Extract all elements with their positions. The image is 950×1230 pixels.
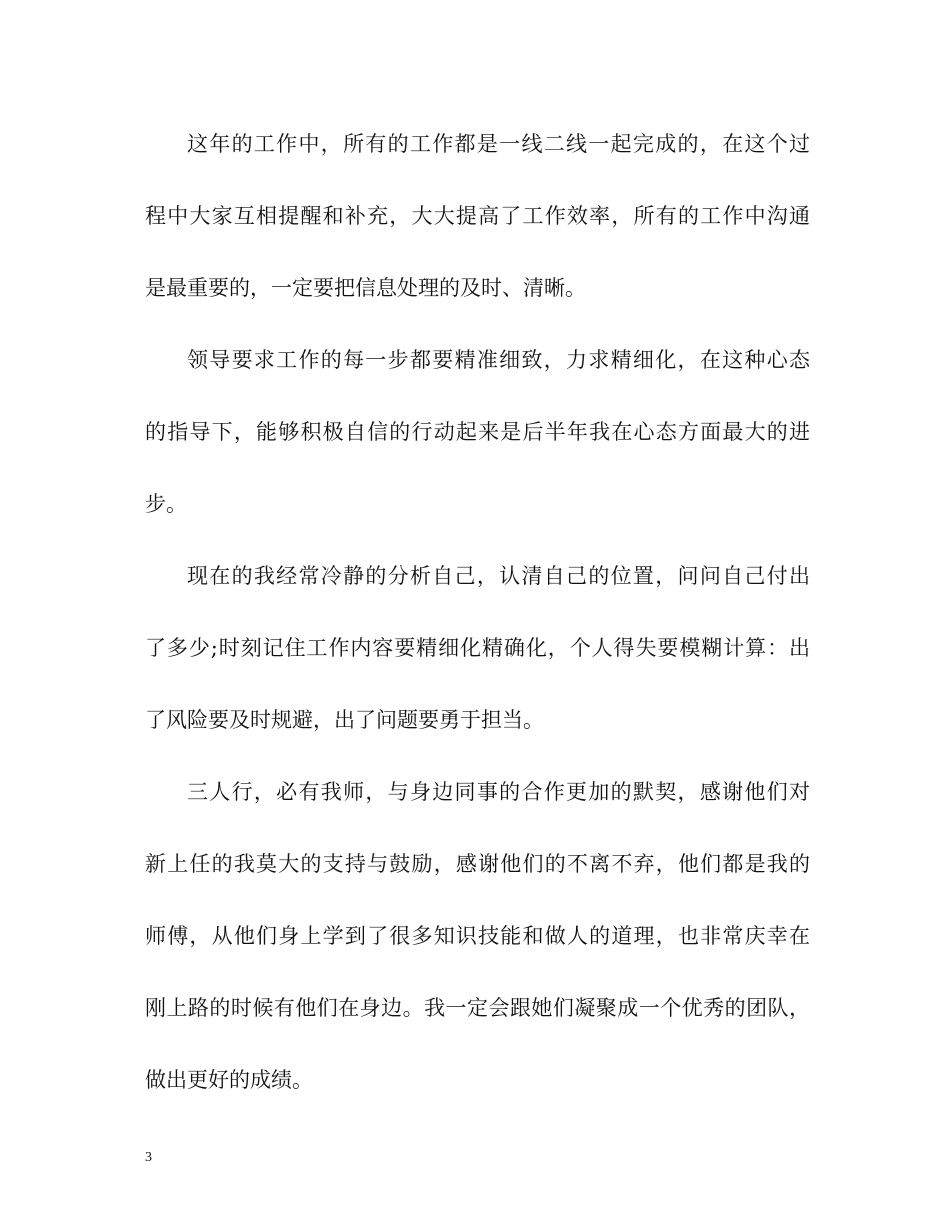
paragraph-1-line-3: 是最重要的，一定要把信息处理的及时、清晰。 [145, 276, 586, 300]
paragraph-2-line-2: 的指导下，能够积极自信的行动起来是后半年我在心态方面最大的进 [145, 420, 810, 444]
paragraph-4-line-2: 新上任的我莫大的支持与鼓励，感谢他们的不离不弃，他们都是我的 [145, 852, 810, 876]
paragraph-1-line-2: 程中大家互相提醒和补充，大大提高了工作效率，所有的工作中沟通 [145, 204, 810, 228]
body-text [145, 122, 810, 1130]
paragraph-2-line-3: 步。 [145, 492, 187, 516]
paragraph-2-line-1: 领导要求工作的每一步都要精准细致，力求精细化，在这种心态 [187, 348, 810, 372]
paragraph-3-line-1: 现在的我经常冷静的分析自己，认清自己的位置，问问自己付出 [187, 564, 810, 588]
paragraph-4-line-1: 三人行，必有我师，与身边同事的合作更加的默契，感谢他们对 [187, 780, 810, 804]
paragraph-4-line-5: 做出更好的成绩。 [145, 1068, 313, 1092]
paragraph-3-line-3: 了风险要及时规避，出了问题要勇于担当。 [145, 708, 544, 732]
paragraph-3-line-2: 了多少;时刻记住工作内容要精细化精确化，个人得失要模糊计算：出 [145, 636, 810, 660]
paragraph-4-line-4: 刚上路的时候有他们在身边。我一定会跟她们凝聚成一个优秀的团队， [145, 996, 810, 1020]
paragraph-4-line-3: 师傅，从他们身上学到了很多知识技能和做人的道理，也非常庆幸在 [145, 924, 810, 948]
page-number: 3 [145, 1150, 152, 1165]
paragraph-1-line-1: 这年的工作中，所有的工作都是一线二线一起完成的，在这个过 [187, 132, 810, 156]
